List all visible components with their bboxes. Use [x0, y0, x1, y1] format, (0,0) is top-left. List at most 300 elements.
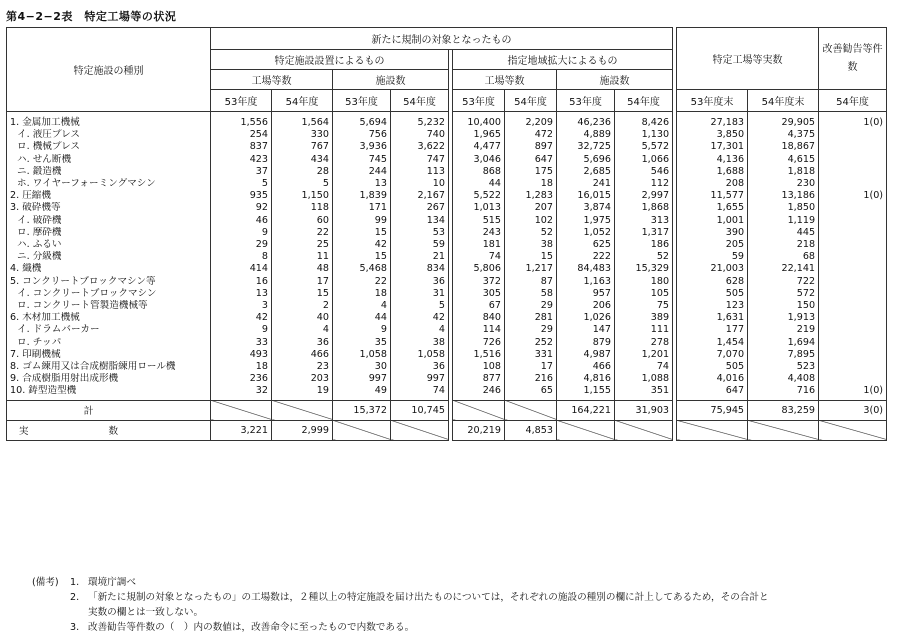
table-cell: 4,477: [453, 141, 505, 153]
row-label: 3. 破砕機等: [7, 202, 211, 214]
table-cell: 84,483: [557, 263, 615, 275]
actual-row: [7, 420, 887, 440]
table-row: [7, 385, 887, 400]
table-cell: 74: [391, 385, 449, 400]
table-cell: 8,426: [615, 112, 673, 130]
table-cell: 4,375: [748, 129, 819, 141]
table-cell: 278: [615, 337, 673, 349]
table-cell: 957: [557, 288, 615, 300]
table-cell: 18: [505, 178, 557, 190]
table-cell: [819, 276, 887, 288]
table-cell: 351: [615, 385, 673, 400]
table-cell: 5,696: [557, 154, 615, 166]
table-cell: 8: [211, 251, 272, 263]
table-cell: 1,564: [272, 112, 333, 130]
row-label: ロ. コンクリート管製造機械等: [7, 300, 211, 312]
table-cell: 175: [505, 166, 557, 178]
actual-cell: 20,219: [453, 420, 505, 440]
advice-header: 改善勧告等件数: [819, 28, 887, 90]
table-cell: 1,052: [557, 227, 615, 239]
table-cell: 171: [333, 202, 391, 214]
actual-cell-empty: [819, 420, 887, 440]
table-row: [7, 337, 887, 349]
table-cell: 372: [453, 276, 505, 288]
table-cell: 48: [272, 263, 333, 275]
row-label: ホ. ワイヤーフォーミングマシン: [7, 178, 211, 190]
table-cell: 4: [333, 300, 391, 312]
table-cell: 1,688: [677, 166, 748, 178]
table-cell: 28: [272, 166, 333, 178]
table-cell: 1,201: [615, 349, 673, 361]
table-cell: 1,155: [557, 385, 615, 400]
table-cell: 37: [211, 166, 272, 178]
table-cell: 9: [333, 324, 391, 336]
table-cell: 997: [391, 373, 449, 385]
table-cell: 879: [557, 337, 615, 349]
table-cell: 1,013: [453, 202, 505, 214]
table-cell: 1,655: [677, 202, 748, 214]
table-cell: 1,058: [333, 349, 391, 361]
table-cell: 5,694: [333, 112, 391, 130]
table-cell: 1,163: [557, 276, 615, 288]
table-cell: 36: [272, 337, 333, 349]
table-cell: 40: [272, 312, 333, 324]
row-label: 9. 合成樹脂用射出成形機: [7, 373, 211, 385]
table-cell: 13,186: [748, 190, 819, 202]
table-cell: 36: [391, 276, 449, 288]
actual-cell-empty: [615, 420, 673, 440]
table-cell: 4,016: [677, 373, 748, 385]
table-cell: [819, 178, 887, 190]
table-cell: 1,839: [333, 190, 391, 202]
table-cell: 44: [453, 178, 505, 190]
table-cell: 1(0): [819, 190, 887, 202]
table-cell: 877: [453, 373, 505, 385]
facilities-header-2: 施設数: [557, 70, 673, 90]
table-cell: 36: [391, 361, 449, 373]
table-cell: 2: [272, 300, 333, 312]
table-cell: 46: [211, 215, 272, 227]
table-cell: 423: [211, 154, 272, 166]
table-cell: [819, 251, 887, 263]
table-cell: 625: [557, 239, 615, 251]
table-cell: 837: [211, 141, 272, 153]
table-cell: 2,167: [391, 190, 449, 202]
table-cell: 1,088: [615, 373, 673, 385]
table-cell: [819, 154, 887, 166]
table-cell: 5,572: [615, 141, 673, 153]
table-row: [7, 300, 887, 312]
table-cell: [819, 337, 887, 349]
table-cell: 216: [505, 373, 557, 385]
table-cell: 3,874: [557, 202, 615, 214]
row-label: ロ. 摩砕機: [7, 227, 211, 239]
table-cell: 112: [615, 178, 673, 190]
table-cell: 389: [615, 312, 673, 324]
table-cell: 4,408: [748, 373, 819, 385]
table-cell: 505: [677, 288, 748, 300]
table-cell: 1,119: [748, 215, 819, 227]
table-cell: 29,905: [748, 112, 819, 130]
row-label: ロ. 機械プレス: [7, 141, 211, 153]
table-cell: 67: [453, 300, 505, 312]
table-cell: 208: [677, 178, 748, 190]
table-cell: 68: [748, 251, 819, 263]
table-cell: 102: [505, 215, 557, 227]
table-cell: 17,301: [677, 141, 748, 153]
row-label: 6. 木材加工機械: [7, 312, 211, 324]
table-row: [7, 112, 887, 130]
table-cell: 206: [557, 300, 615, 312]
table-cell: 9: [211, 324, 272, 336]
table-cell: 9: [211, 227, 272, 239]
table-cell: 1,317: [615, 227, 673, 239]
table-cell: 390: [677, 227, 748, 239]
total-cell-empty: [453, 400, 505, 420]
table-cell: 75: [615, 300, 673, 312]
total-cell: 15,372: [333, 400, 391, 420]
table-cell: 92: [211, 202, 272, 214]
end54-header: 54年度末: [748, 90, 819, 112]
table-cell: 29: [211, 239, 272, 251]
end53-header: 53年度末: [677, 90, 748, 112]
table-cell: [819, 312, 887, 324]
advice-year-header: 54年度: [819, 90, 887, 112]
table-cell: 42: [333, 239, 391, 251]
facilities-header: 施設数: [333, 70, 449, 90]
table-cell: 445: [748, 227, 819, 239]
table-cell: 5: [391, 300, 449, 312]
table-cell: 2,209: [505, 112, 557, 130]
table-cell: 18: [211, 361, 272, 373]
table-cell: 181: [453, 239, 505, 251]
table-cell: 15: [333, 251, 391, 263]
table-cell: 205: [677, 239, 748, 251]
note-text: 「新たに規制の対象となったもの」の工場数は，２種以上の特定施設を届け出たものについては，それぞれの施設の種別の欄に計上してあるため，その合計と: [88, 592, 769, 603]
table-cell: 27,183: [677, 112, 748, 130]
table-cell: 230: [748, 178, 819, 190]
table-cell: 5: [272, 178, 333, 190]
table-cell: 114: [453, 324, 505, 336]
table-row: [7, 178, 887, 190]
actual-cell-empty: [333, 420, 391, 440]
table-cell: 60: [272, 215, 333, 227]
table-cell: [819, 349, 887, 361]
facility-setting-header: 特定施設設置によるもの: [211, 50, 449, 70]
table-cell: 118: [272, 202, 333, 214]
table-cell: 246: [453, 385, 505, 400]
table-row: [7, 288, 887, 300]
table-cell: [819, 373, 887, 385]
table-cell: 5,806: [453, 263, 505, 275]
note-text: 改善勧告等件数の（ ）内の数値は，改善命令に至ったもので内数である。: [88, 622, 415, 633]
table-cell: 1,631: [677, 312, 748, 324]
table-cell: 1,975: [557, 215, 615, 227]
table-cell: 7,070: [677, 349, 748, 361]
table-cell: [819, 129, 887, 141]
year54-header: 54年度: [505, 90, 557, 112]
table-cell: 466: [557, 361, 615, 373]
table-row: [7, 227, 887, 239]
table-cell: 546: [615, 166, 673, 178]
table-cell: 647: [677, 385, 748, 400]
table-cell: 1(0): [819, 112, 887, 130]
actual-cell-empty: [748, 420, 819, 440]
table-cell: 243: [453, 227, 505, 239]
table-cell: 29: [505, 324, 557, 336]
table-cell: 177: [677, 324, 748, 336]
table-cell: 5,232: [391, 112, 449, 130]
table-cell: 4,816: [557, 373, 615, 385]
table-cell: 1,868: [615, 202, 673, 214]
table-cell: 840: [453, 312, 505, 324]
table-cell: 935: [211, 190, 272, 202]
table-cell: 59: [677, 251, 748, 263]
row-label: ロ. チッパ: [7, 337, 211, 349]
actual-label: 実数: [7, 420, 211, 440]
table-cell: 1(0): [819, 385, 887, 400]
table-cell: 330: [272, 129, 333, 141]
table-cell: 4,136: [677, 154, 748, 166]
table-cell: 628: [677, 276, 748, 288]
table-cell: 572: [748, 288, 819, 300]
row-label: イ. 液圧プレス: [7, 129, 211, 141]
table-cell: 38: [391, 337, 449, 349]
table-cell: 207: [505, 202, 557, 214]
table-cell: 22: [333, 276, 391, 288]
factories-header-2: 工場等数: [453, 70, 557, 90]
total-cell: 3(0): [819, 400, 887, 420]
row-label: ハ. ふるい: [7, 239, 211, 251]
year53-header: 53年度: [333, 90, 391, 112]
table-cell: 22: [272, 227, 333, 239]
table-cell: 331: [505, 349, 557, 361]
year54-header: 54年度: [615, 90, 673, 112]
table-cell: 123: [677, 300, 748, 312]
table-row: [7, 215, 887, 227]
table-row: [7, 251, 887, 263]
table-cell: 4,615: [748, 154, 819, 166]
year54-header: 54年度: [272, 90, 333, 112]
year53-header: 53年度: [453, 90, 505, 112]
table-cell: 740: [391, 129, 449, 141]
table-cell: 65: [505, 385, 557, 400]
table-cell: 1,066: [615, 154, 673, 166]
table-cell: 53: [391, 227, 449, 239]
table-cell: 29: [505, 300, 557, 312]
table-cell: 22,141: [748, 263, 819, 275]
table-cell: 3,046: [453, 154, 505, 166]
table-cell: 5,468: [333, 263, 391, 275]
total-cell-empty: [505, 400, 557, 420]
table-cell: 111: [615, 324, 673, 336]
table-cell: 15: [272, 288, 333, 300]
table-cell: 15,329: [615, 263, 673, 275]
table-cell: 18: [333, 288, 391, 300]
note-number: 1.: [70, 577, 80, 588]
table-cell: 1,818: [748, 166, 819, 178]
table-cell: 32,725: [557, 141, 615, 153]
table-cell: [819, 300, 887, 312]
table-cell: 254: [211, 129, 272, 141]
table-cell: 3,936: [333, 141, 391, 153]
table-cell: 49: [333, 385, 391, 400]
actual-cell-empty: [677, 420, 748, 440]
table-cell: 180: [615, 276, 673, 288]
table-row: [7, 312, 887, 324]
total-cell: 164,221: [557, 400, 615, 420]
table-cell: 134: [391, 215, 449, 227]
new-regulation-header: 新たに規制の対象となったもの: [211, 28, 673, 50]
table-cell: [819, 324, 887, 336]
row-label: イ. ドラムバーカー: [7, 324, 211, 336]
row-label: 10. 鋳型造型機: [7, 385, 211, 400]
table-cell: 722: [748, 276, 819, 288]
table-cell: 15: [505, 251, 557, 263]
table-cell: 42: [211, 312, 272, 324]
table-cell: [819, 263, 887, 275]
table-cell: 2,685: [557, 166, 615, 178]
total-label: 計: [7, 400, 211, 420]
note-number: 2.: [70, 592, 80, 603]
row-label: 5. コンクリートブロックマシン等: [7, 276, 211, 288]
row-label: 2. 圧縮機: [7, 190, 211, 202]
table-cell: 1,850: [748, 202, 819, 214]
table-title: 第4−2−2表 特定工場等の状況: [6, 10, 177, 23]
table-cell: 1,001: [677, 215, 748, 227]
row-label: 4. 織機: [7, 263, 211, 275]
table-cell: 218: [748, 239, 819, 251]
table-cell: 1,058: [391, 349, 449, 361]
table-cell: 281: [505, 312, 557, 324]
table-cell: 52: [615, 251, 673, 263]
total-cell: 10,745: [391, 400, 449, 420]
notes: [32, 575, 769, 635]
table-cell: 3,850: [677, 129, 748, 141]
table-cell: 1,026: [557, 312, 615, 324]
table-row: [7, 190, 887, 202]
total-cell: 75,945: [677, 400, 748, 420]
table-cell: 21: [391, 251, 449, 263]
table-cell: 1,130: [615, 129, 673, 141]
table-cell: 35: [333, 337, 391, 349]
table-cell: 745: [333, 154, 391, 166]
table-cell: 236: [211, 373, 272, 385]
factories-header: 工場等数: [211, 70, 333, 90]
table-cell: 58: [505, 288, 557, 300]
table-cell: 30: [333, 361, 391, 373]
table-cell: 16,015: [557, 190, 615, 202]
note-number: 3.: [70, 622, 80, 633]
table-cell: 515: [453, 215, 505, 227]
table-cell: 11: [272, 251, 333, 263]
table-row: [7, 263, 887, 275]
row-label: 7. 印刷機械: [7, 349, 211, 361]
table-cell: 493: [211, 349, 272, 361]
area-expansion-header: 指定地域拡大によるもの: [453, 50, 673, 70]
table-cell: 222: [557, 251, 615, 263]
table-cell: [819, 361, 887, 373]
table-cell: 150: [748, 300, 819, 312]
actual-cell-empty: [557, 420, 615, 440]
table-row: [7, 166, 887, 178]
table-cell: 3: [211, 300, 272, 312]
table-cell: 108: [453, 361, 505, 373]
table-cell: 33: [211, 337, 272, 349]
table-cell: 523: [748, 361, 819, 373]
table-row: [7, 129, 887, 141]
row-label: イ. 破砕機: [7, 215, 211, 227]
table-cell: 7,895: [748, 349, 819, 361]
actual-cell: 3,221: [211, 420, 272, 440]
table-cell: 15: [333, 227, 391, 239]
table-cell: 868: [453, 166, 505, 178]
table-cell: 99: [333, 215, 391, 227]
row-label: ニ. 鍛造機: [7, 166, 211, 178]
table-cell: [819, 239, 887, 251]
year53-header: 53年度: [557, 90, 615, 112]
table-cell: 59: [391, 239, 449, 251]
factory-status-table: [6, 27, 887, 441]
table-cell: 305: [453, 288, 505, 300]
table-cell: 313: [615, 215, 673, 227]
table-cell: 1,217: [505, 263, 557, 275]
table-cell: 1,454: [677, 337, 748, 349]
table-cell: 505: [677, 361, 748, 373]
table-cell: 105: [615, 288, 673, 300]
table-cell: 252: [505, 337, 557, 349]
table-cell: [819, 166, 887, 178]
table-cell: 244: [333, 166, 391, 178]
table-cell: 1,913: [748, 312, 819, 324]
table-cell: 87: [505, 276, 557, 288]
row-label: ニ. 分級機: [7, 251, 211, 263]
table-cell: 747: [391, 154, 449, 166]
actual-cell: 2,999: [272, 420, 333, 440]
table-cell: [819, 288, 887, 300]
table-cell: 46,236: [557, 112, 615, 130]
table-cell: 1,965: [453, 129, 505, 141]
row-label: 8. ゴム練用又は合成樹脂練用ロール機: [7, 361, 211, 373]
table-cell: 147: [557, 324, 615, 336]
table-cell: 1,694: [748, 337, 819, 349]
table-cell: 267: [391, 202, 449, 214]
table-cell: 4: [272, 324, 333, 336]
table-cell: 10,400: [453, 112, 505, 130]
table-cell: 219: [748, 324, 819, 336]
table-row: [7, 349, 887, 361]
table-cell: 52: [505, 227, 557, 239]
table-cell: 647: [505, 154, 557, 166]
table-cell: 997: [333, 373, 391, 385]
table-cell: 1,516: [453, 349, 505, 361]
table-cell: 434: [272, 154, 333, 166]
table-cell: 241: [557, 178, 615, 190]
table-cell: 5: [211, 178, 272, 190]
table-row: [7, 361, 887, 373]
table-cell: 17: [505, 361, 557, 373]
label-column-header: 特定施設の種別: [7, 28, 211, 112]
year53-header: 53年度: [211, 90, 272, 112]
total-cell-empty: [272, 400, 333, 420]
table-cell: 1,150: [272, 190, 333, 202]
actual-cell-empty: [391, 420, 449, 440]
table-cell: 16: [211, 276, 272, 288]
actual-count-header: 特定工場等実数: [677, 28, 819, 90]
table-cell: 466: [272, 349, 333, 361]
table-cell: [819, 227, 887, 239]
table-cell: [819, 141, 887, 153]
